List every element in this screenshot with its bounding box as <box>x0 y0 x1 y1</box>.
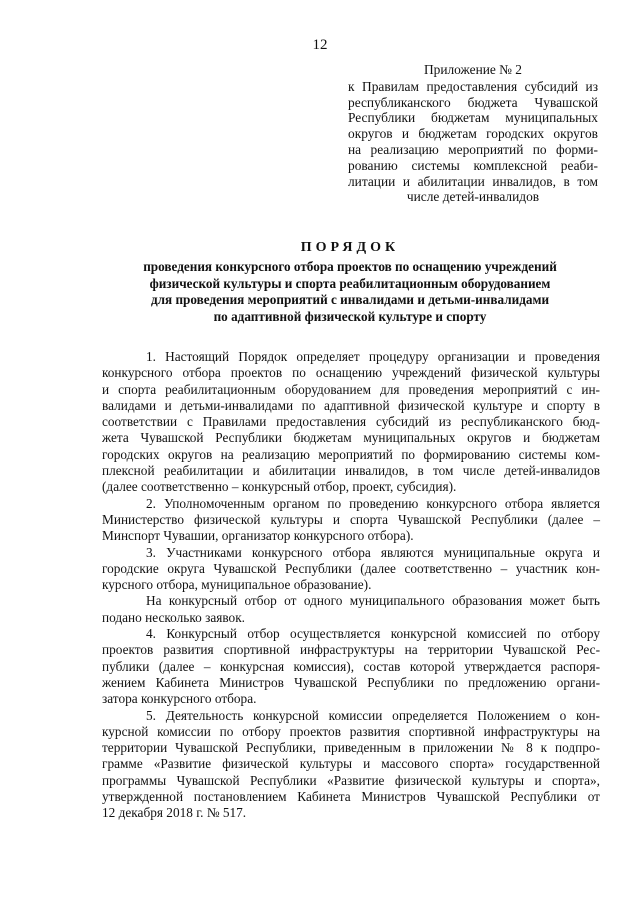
heading-title: ПОРЯДОК <box>300 240 400 255</box>
paragraph-line: 5. Деятельность конкурсной комиссии определяется Положением о кон- <box>146 707 600 723</box>
paragraph-line: (далее соответственно – конкурсный отбор, проект, субсидия). <box>102 479 457 495</box>
paragraph-line: жением Кабинета Министров Чувашской Республики по предложению органи- <box>102 674 600 690</box>
document-heading <box>100 239 600 325</box>
paragraph-line: соответствии с Правилами предоставления субсидий из республиканского бюд- <box>102 414 600 430</box>
paragraph-line: плексной реабилитации и абилитации инвалидов, в том числе детей-инвалидов <box>102 463 600 479</box>
paragraph <box>102 708 600 822</box>
paragraph-line: территории Чувашской Республики, приведенным в приложении № 8 к подпро- <box>102 740 600 756</box>
paragraph-line: жета Чувашской Республики бюджетам муниципальных округов и бюджетам <box>102 430 600 446</box>
heading-subtitle-line: для проведения мероприятий с инвалидами и детьми-инвалидами <box>150 292 550 307</box>
appendix-block <box>348 62 598 205</box>
paragraph-line: На конкурсный отбор от одного муниципального образования может быть <box>146 593 600 609</box>
paragraph-line: затора конкурсного отбора. <box>102 691 257 707</box>
heading-subtitle-line: по адаптивной физической культуре и спорту <box>213 308 487 324</box>
paragraph-line: утвержденной постановлением Кабинета Министров Чувашской Республики от <box>102 789 600 805</box>
paragraph-line: проектов развития спортивной инфраструктуры на территории Чувашской Рес- <box>102 642 600 658</box>
paragraph-line: 3. Участниками конкурсного отбора являются муниципальные округа и <box>146 544 600 560</box>
appendix-line: числе детей-инвалидов <box>406 189 540 205</box>
paragraph <box>102 593 600 626</box>
paragraph-line: программы Чувашской Республики «Развитие физической культуры и спорта», <box>102 772 600 788</box>
paragraph <box>102 349 600 496</box>
paragraph-line: публики (далее – конкурсная комиссия), состав которой утверждается распоря- <box>102 658 600 674</box>
appendix-line: Республики бюджетам муниципальных <box>348 110 598 126</box>
paragraph-line: городские округа Чувашской Республики (далее соответственно – участник кон- <box>102 560 600 576</box>
paragraph-line: курсной комиссии по отбору проектов развития спортивной инфраструктуры на <box>102 723 600 739</box>
paragraph-line: 4. Конкурсный отбор осуществляется конкурсной комиссией по отбору <box>146 626 600 642</box>
heading-subtitle-line: физической культуры и спорта реабилитационным оборудованием <box>149 275 551 291</box>
appendix-title: Приложение № 2 <box>423 62 523 77</box>
paragraph-line: конкурсного отбора проектов по оснащению учреждений физической культуры <box>102 365 600 381</box>
appendix-line: рованию системы комплексной реаби- <box>348 157 598 173</box>
paragraph-line: Министерство физической культуры и спорта Чувашской Республики (далее – <box>102 511 600 527</box>
paragraph-line: грамме «Развитие физической культуры и массового спорта» государственной <box>102 756 600 772</box>
page-number: 12 <box>312 37 328 53</box>
paragraph-line: Минспорт Чувашии, организатор конкурсного отбора). <box>102 528 414 544</box>
paragraph <box>102 496 600 545</box>
paragraph-line: 12 декабря 2018 г. № 517. <box>102 805 247 821</box>
paragraph-line: и спорта реабилитационным оборудованием для проведения мероприятий с ин- <box>102 381 600 397</box>
appendix-line: к Правилам предоставления субсидий из <box>348 78 598 94</box>
appendix-lines <box>348 79 598 205</box>
heading-subtitle <box>100 259 600 325</box>
appendix-line: литации и абилитации инвалидов, в том <box>348 173 598 189</box>
paragraph-line: подано несколько заявок. <box>102 609 245 625</box>
paragraph-line: курсного отбора, муниципальное образование). <box>102 577 372 593</box>
paragraph-line: 1. Настоящий Порядок определяет процедуру организации и проведения <box>146 349 600 364</box>
paragraph-line: валидами и детьми-инвалидами по адаптивной физической культуре и спорту в <box>102 397 600 413</box>
paragraph-line: 2. Уполномоченным органом по проведению конкурсного отбора является <box>146 495 600 511</box>
appendix-line: республиканского бюджета Чувашской <box>348 94 598 110</box>
paragraph <box>102 626 600 707</box>
paragraph <box>102 545 600 594</box>
heading-subtitle-line: проведения конкурсного отбора проектов по оснащению учреждений <box>143 259 557 274</box>
document-body <box>102 349 600 822</box>
appendix-line: на реализацию мероприятий по форми- <box>348 141 598 157</box>
paragraph-line: городских округов на реализацию мероприятий по формированию системы ком- <box>102 446 600 462</box>
appendix-line: округов и бюджетам городских округов <box>348 126 598 142</box>
